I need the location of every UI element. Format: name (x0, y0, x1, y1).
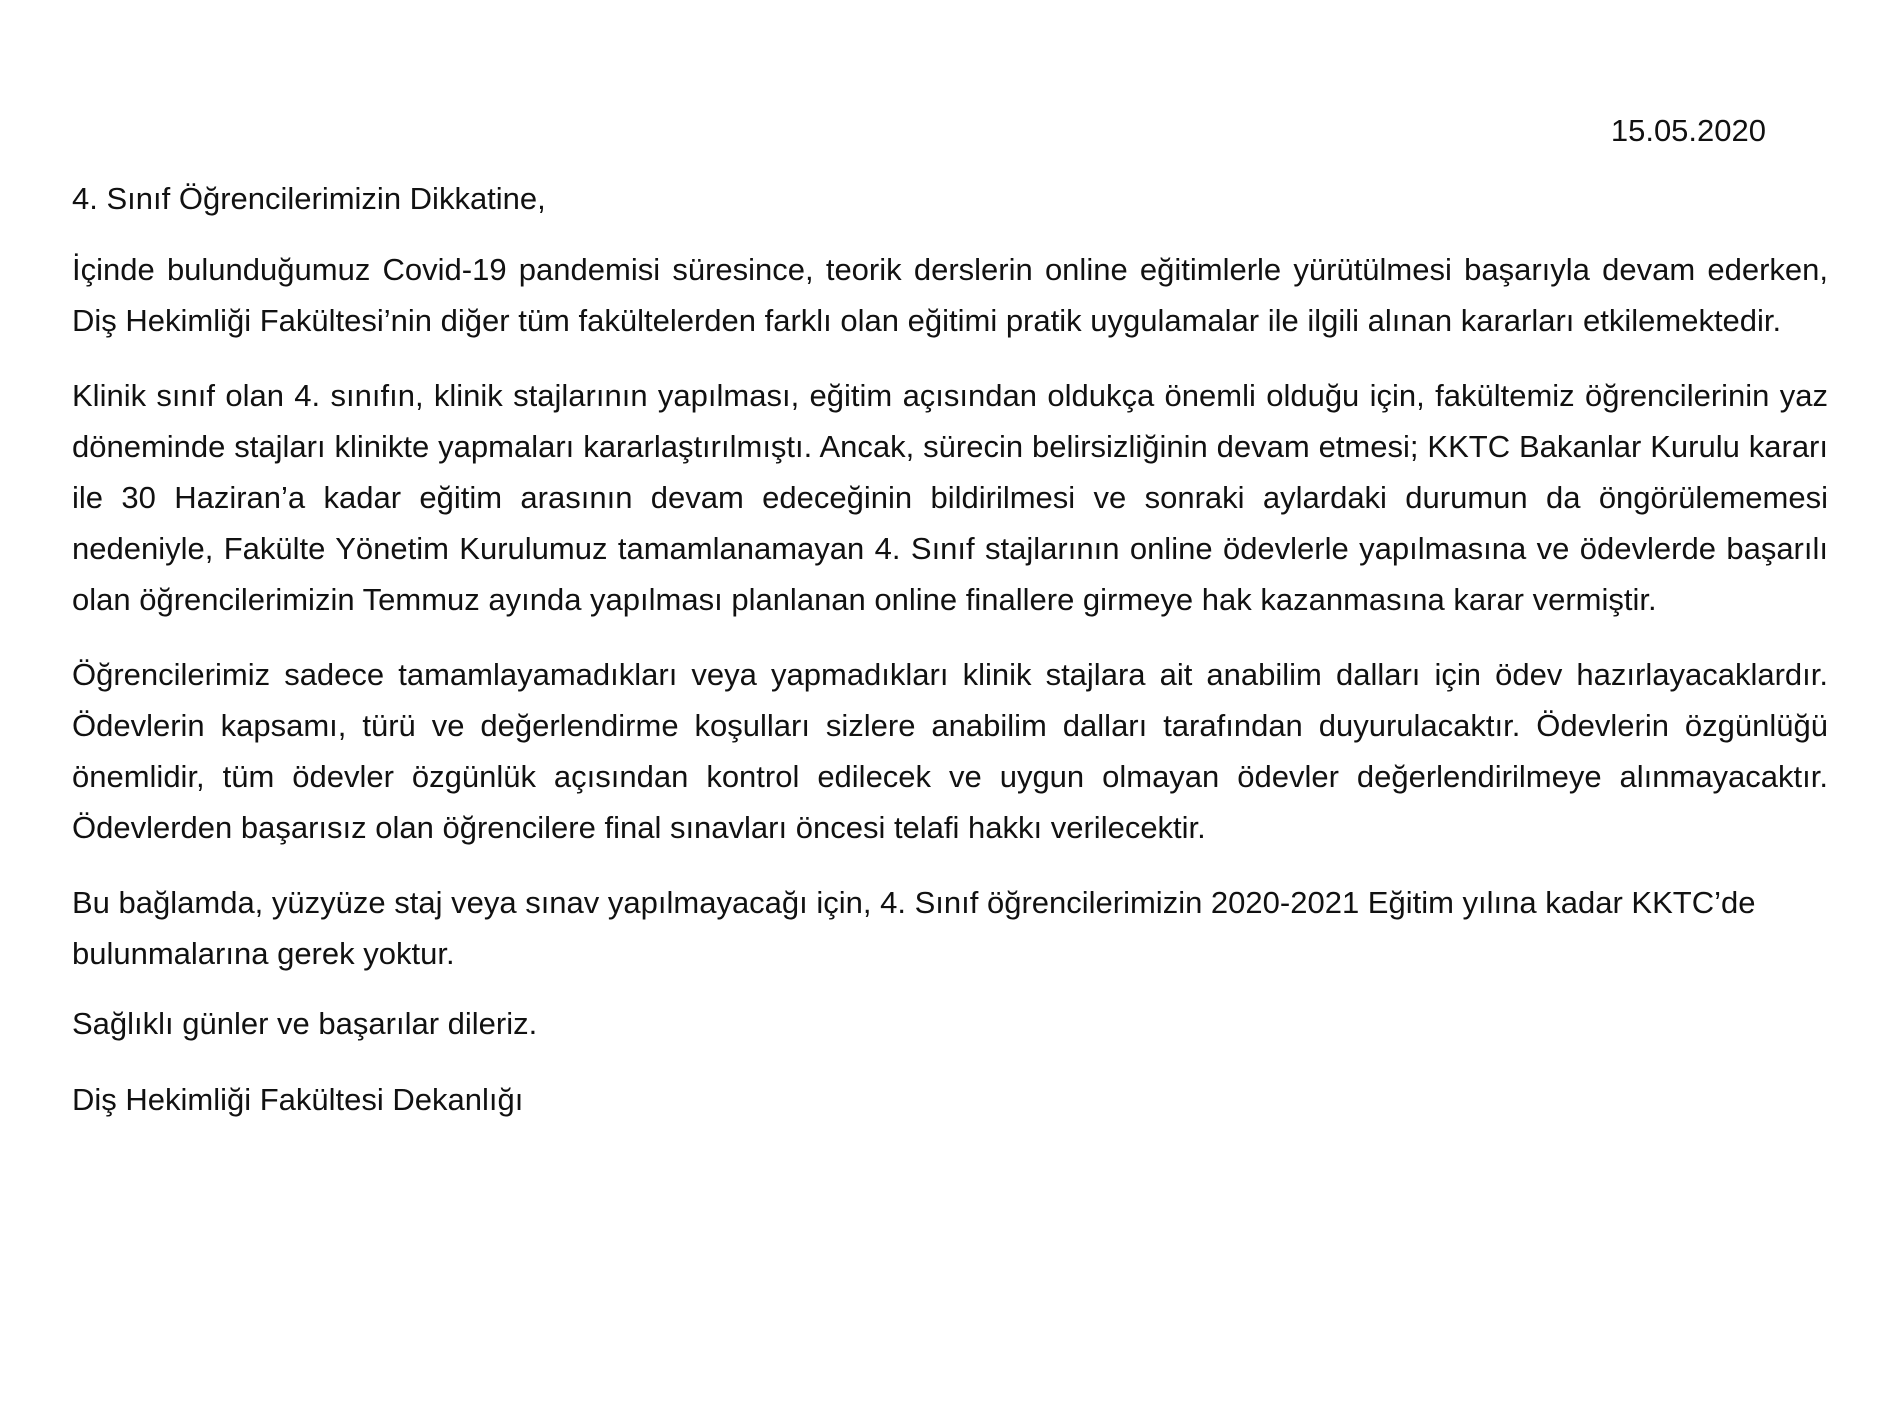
letter-closing: Sağlıklı günler ve başarılar dileriz. (72, 1006, 538, 1041)
paragraph-3: Öğrencilerimiz sadece tamamlayamadıkları veya yapmadıkları klinik stajlara ait anabilim dalları için ödev hazırlayacaklardır. Ödevlerin kapsamı, türü ve değerlendirme koşulları sizlere anabilim dalları tarafından duyurulacaktır. Ödevlerin özgünlüğü önemlidir, tüm ödevler özgünlük açısından kontrol edilecek ve uygun olmayan ödevler değerlendirilmeye alınmayacaktır. Ödevlerden başarısız olan öğrencilere final sınavları öncesi telafi hakkı verilecektir. (72, 657, 1828, 845)
paragraph-1: İçinde bulunduğumuz Covid-19 pandemisi süresince, teorik derslerin online eğitimlerle yürütülmesi başarıyla devam ederken, Diş Hekimliği Fakültesi’nin diğer tüm fakültelerden farklı olan eğitimi pratik uygulamalar ile ilgili alınan kararları etkilemektedir. (72, 252, 1828, 338)
letter-signature: Diş Hekimliği Fakültesi Dekanlığı (72, 1082, 524, 1117)
paragraph-4: Bu bağlamda, yüzyüze staj veya sınav yapılmayacağı için, 4. Sınıf öğrencilerimizin 2020-2021 Eğitim yılına kadar KKTC’de bulunmalarına gerek yoktur. (72, 885, 1756, 971)
letter-date: 15.05.2020 (1610, 113, 1766, 148)
letter-salutation: 4. Sınıf Öğrencilerimizin Dikkatine, (72, 181, 546, 216)
paragraph-2: Klinik sınıf olan 4. sınıfın, klinik stajlarının yapılması, eğitim açısından oldukça önemli olduğu için, fakültemiz öğrencilerinin yaz döneminde stajları klinikte yapmaları kararlaştırılmıştı. Ancak, sürecin belirsizliğinin devam etmesi; KKTC Bakanlar Kurulu kararı ile 30 Haziran’a kadar eğitim arasının devam edeceğinin bildirilmesi ve sonraki aylardaki durumun da öngörülememesi nedeniyle, Fakülte Yönetim Kurulumuz tamamlanamayan 4. Sınıf stajlarının online ödevlerle yapılmasına ve ödevlerde başarılı olan öğrencilerimizin Temmuz ayında yapılması planlanan online finallere girmeye hak kazanmasına karar vermiştir. (72, 378, 1828, 617)
